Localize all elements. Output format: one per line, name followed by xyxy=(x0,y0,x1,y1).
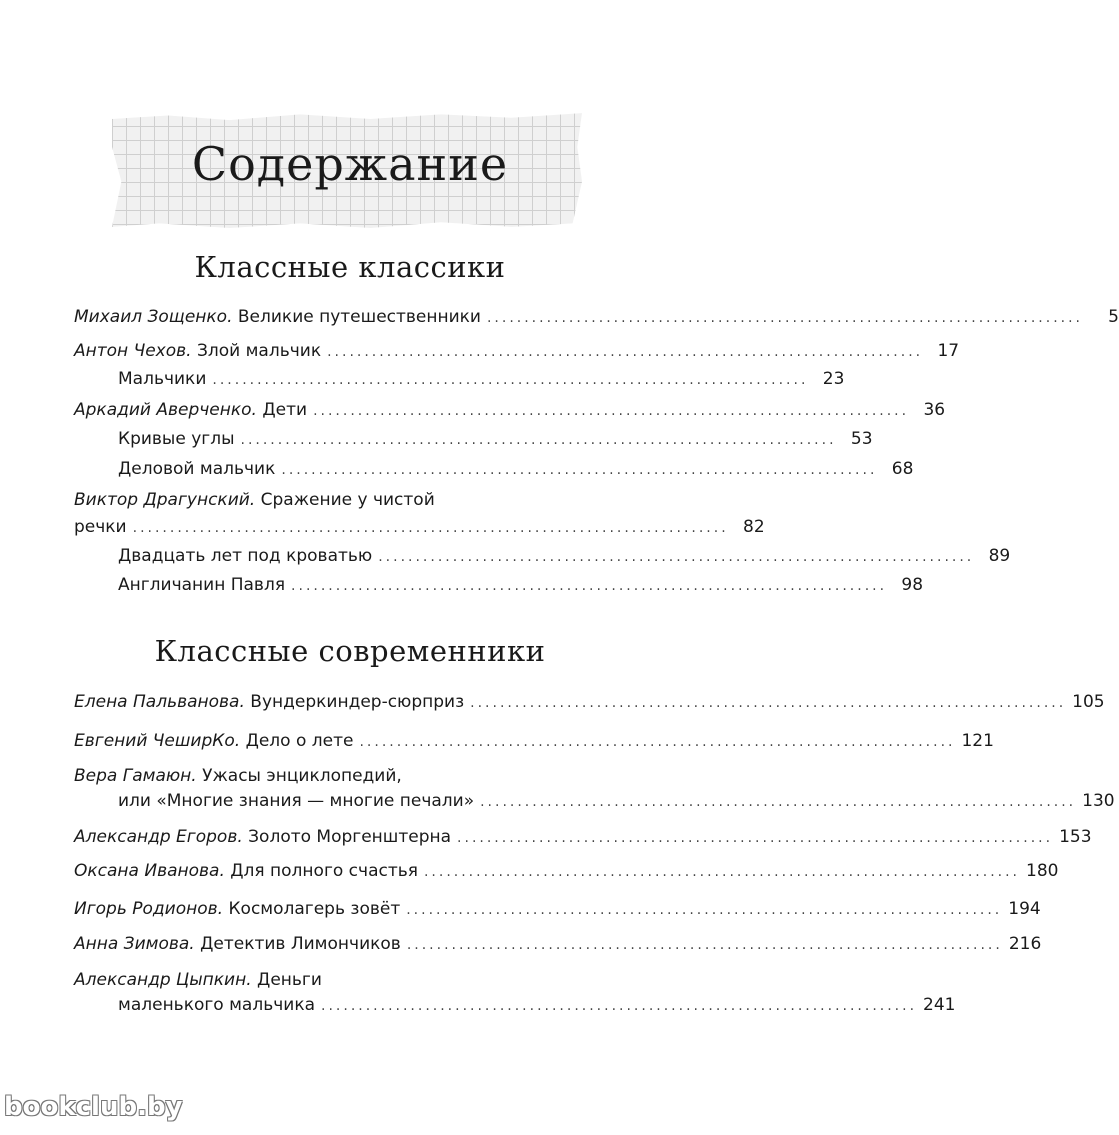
entry-title: Сражение у чистой xyxy=(260,490,435,510)
watermark: bookclub.by xyxy=(4,1092,183,1122)
page-title: Содержание xyxy=(191,137,509,191)
entry-title: Детектив Лимончиков xyxy=(200,934,401,954)
toc-entry[interactable] xyxy=(74,726,994,756)
toc-entry-continuation[interactable] xyxy=(118,990,956,1020)
entry-title: Двадцать лет под кроватью xyxy=(118,546,373,566)
toc-entry[interactable] xyxy=(74,856,1059,886)
toc-entry[interactable] xyxy=(118,454,914,484)
dot-leader: ................................................................................ xyxy=(321,998,918,1014)
entry-page-number: 89 xyxy=(988,546,1011,566)
toc-entry[interactable] xyxy=(118,570,924,600)
entry-title: Золото Моргенштерна xyxy=(248,827,452,847)
entry-page-number: 105 xyxy=(1072,692,1105,712)
entry-title: Вундеркиндер-сюрприз xyxy=(250,692,465,712)
entry-page-number: 98 xyxy=(901,575,924,595)
entry-author: Анна Зимова. xyxy=(74,934,195,954)
entry-author: Оксана Иванова. xyxy=(74,861,225,881)
dot-leader: ................................................................................ xyxy=(212,372,809,388)
entry-page-number: 53 xyxy=(850,429,873,449)
entry-page-number: 5 xyxy=(1108,307,1119,327)
dot-leader: ................................................................................ xyxy=(457,830,1054,846)
entry-page-number: 68 xyxy=(891,459,914,479)
entry-page-number: 23 xyxy=(822,369,845,389)
entry-page-number: 36 xyxy=(923,400,946,420)
entry-author: Игорь Родионов. xyxy=(74,899,224,919)
dot-leader: ................................................................................ xyxy=(423,864,1020,880)
entry-author: Евгений ЧеширКо. xyxy=(74,731,241,751)
dot-leader: ................................................................................ xyxy=(480,794,1077,810)
entry-title-continued: или «Многие знания — многие печали» xyxy=(118,791,475,811)
section-title-contemporaries: Классные современники xyxy=(154,634,546,668)
entry-page-number: 241 xyxy=(923,995,956,1015)
entry-page-number: 17 xyxy=(937,341,960,361)
entry-title: Дело о лете xyxy=(245,731,354,751)
entry-title: Великие путешественники xyxy=(237,307,481,327)
toc-entry[interactable] xyxy=(74,894,1041,924)
entry-page-number: 153 xyxy=(1059,827,1092,847)
toc-entry[interactable] xyxy=(74,822,1092,852)
toc-entry[interactable] xyxy=(118,364,845,394)
toc-entry[interactable] xyxy=(74,395,946,425)
entry-title: Кривые углы xyxy=(118,429,235,449)
dot-leader: ................................................................................ xyxy=(240,432,837,448)
entry-author: Александр Цыпкин. xyxy=(74,970,252,990)
entry-title: Деньги xyxy=(257,970,322,990)
dot-leader: ................................................................................ xyxy=(486,310,1083,326)
entry-author: Антон Чехов. xyxy=(74,341,192,361)
dot-leader: ................................................................................ xyxy=(378,549,975,565)
toc-entry[interactable] xyxy=(74,485,582,515)
entry-author: Виктор Драгунский. xyxy=(74,490,256,510)
toc-entry-continuation[interactable] xyxy=(118,786,1115,816)
dot-leader: ................................................................................ xyxy=(470,695,1067,711)
entry-page-number: 216 xyxy=(1008,934,1042,954)
entry-page-number: 194 xyxy=(1008,899,1041,919)
section-title-classics: Классные классики xyxy=(194,250,506,284)
toc-entry[interactable] xyxy=(74,302,1119,332)
toc-entry[interactable] xyxy=(118,424,873,454)
dot-leader: ................................................................................ xyxy=(313,403,910,419)
dot-leader: ................................................................................ xyxy=(327,344,924,360)
dot-leader: ................................................................................ xyxy=(406,937,1003,953)
dot-leader: ................................................................................ xyxy=(281,462,878,478)
entry-page-number: 121 xyxy=(961,731,994,751)
toc-entry[interactable] xyxy=(74,929,1042,959)
entry-author: Аркадий Аверченко. xyxy=(74,400,257,420)
entry-page-number: 130 xyxy=(1082,791,1115,811)
entry-title: Космолагерь зовёт xyxy=(228,899,401,919)
entry-author: Вера Гамаюн. xyxy=(74,766,197,786)
entry-title-continued: маленького мальчика xyxy=(118,995,316,1015)
dot-leader: ................................................................................ xyxy=(359,734,956,750)
toc-entry-continuation[interactable] xyxy=(74,512,765,542)
entry-title: Мальчики xyxy=(118,369,207,389)
entry-author: Александр Егоров. xyxy=(74,827,243,847)
dot-leader: ................................................................................ xyxy=(132,520,729,536)
dot-leader: ................................................................................ xyxy=(291,578,888,594)
entry-title: Ужасы энциклопедий, xyxy=(202,766,402,786)
toc-entry[interactable] xyxy=(118,541,1011,571)
entry-title-continued: речки xyxy=(74,517,127,537)
entry-title: Дети xyxy=(262,400,308,420)
entry-title: Злой мальчик xyxy=(196,341,322,361)
entry-title: Деловой мальчик xyxy=(118,459,276,479)
entry-page-number: 180 xyxy=(1026,861,1059,881)
toc-entry[interactable] xyxy=(74,336,960,366)
entry-title: Для полного счастья xyxy=(230,861,418,881)
entry-title: Англичанин Павля xyxy=(118,575,286,595)
dot-leader: ................................................................................ xyxy=(406,902,1003,918)
entry-author: Михаил Зощенко. xyxy=(74,307,233,327)
entry-page-number: 82 xyxy=(743,517,765,537)
entry-author: Елена Пальванова. xyxy=(74,692,245,712)
toc-entry[interactable] xyxy=(74,687,1105,717)
